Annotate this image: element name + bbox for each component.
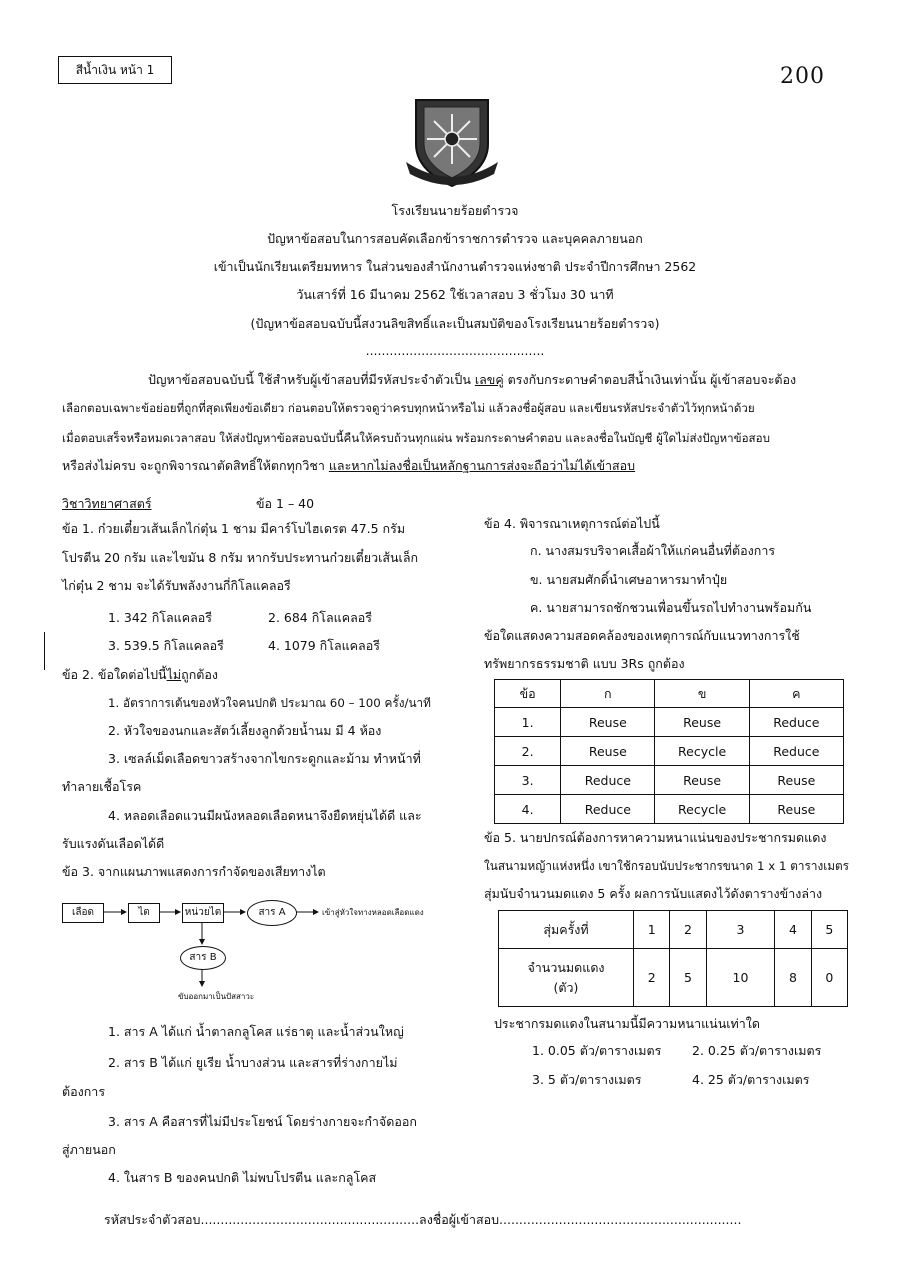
school-name: โรงเรียนนายร้อยตำรวจ: [391, 203, 519, 218]
table-cell: 0: [811, 949, 847, 1007]
table-cell: 4: [775, 911, 811, 949]
diagram-blood: เลือด: [62, 903, 104, 923]
table-cell: Reuse: [749, 766, 843, 795]
instructions-line-2: เลือกตอบเฉพาะข้อย่อยที่ถูกที่สุดเพียงข้อเดียว ก่อนตอบให้ตรวจดูว่าครบทุกหน้าหรือไม่ แล้วลงชื่อผู้สอบ และเขียนรหัสประจำตัวไว้ทุกหน้าด้วย: [62, 401, 755, 415]
q1-choice-3: 3. 539.5 กิโลแคลอรี: [108, 638, 224, 653]
exam-date: วันเสาร์ที่ 16 มีนาคม 2562 ใช้เวลาสอบ 3 ชั่วโมง 30 นาที: [296, 287, 614, 302]
q5-choice-3: 3. 5 ตัว/ตารางเมตร: [532, 1072, 642, 1087]
table-cell: 2: [634, 949, 670, 1007]
q4-answer-table: [494, 679, 844, 824]
signature-field[interactable]: .............................................................: [499, 1212, 742, 1227]
q4-event-a: ก. นางสมรบริจาคเสื้อผ้าให้แก่คนอื่นที่ต้องการ: [530, 543, 776, 558]
table-row: [495, 708, 844, 737]
table-cell: Recycle: [655, 737, 749, 766]
q2-choice-4-cont: รับแรงดันเลือดได้ดี: [62, 836, 165, 851]
subject-range: ข้อ 1 – 40: [256, 496, 315, 511]
q3-choice-3: 3. สาร A คือสารที่ไม่มีประโยชน์ โดยร่างกายจะกำจัดออก: [108, 1114, 417, 1129]
table-cell: Reduce: [561, 766, 655, 795]
table-cell: Reuse: [655, 766, 749, 795]
table-header-cell: ก: [561, 680, 655, 708]
table-row: [499, 949, 848, 1007]
q4-event-c: ค. นายสามารถชักชวนเพื่อนขึ้นรถไปทำงานพร้อมกัน: [530, 600, 812, 615]
table-cell: 5: [811, 911, 847, 949]
header-divider: .............................................: [365, 343, 545, 358]
table-cell: Reuse: [655, 708, 749, 737]
table-cell: Reduce: [749, 737, 843, 766]
diagram-substance-a: สาร A: [247, 900, 297, 926]
table-cell: Reuse: [749, 795, 843, 824]
instructions-line-1: ปัญหาข้อสอบฉบับนี้ ใช้สำหรับผู้เข้าสอบที่มีรหัสประจำตัวเป็น เลขคู่ ตรงกับกระดาษคำตอบสีน้ำเงินเท่านั้น ผู้เข้าสอบจะต้อง: [148, 372, 797, 387]
q3-choice-2: 2. สาร B ได้แก่ ยูเรีย น้ำบางส่วน และสารที่ร่างกายไม่: [108, 1055, 398, 1070]
q1-text: ไก่ตุ๋น 2 ชาม จะได้รับพลังงานกี่กิโลแคลอรี: [62, 578, 291, 593]
table-cell: 8: [775, 949, 811, 1007]
q2-choice-3-cont: ทำลายเชื้อโรค: [62, 779, 142, 794]
table-header-row: [495, 680, 844, 708]
q3-choice-1: 1. สาร A ได้แก่ น้ำตาลกลูโคส แร่ธาตุ และน้ำส่วนใหญ่: [108, 1024, 404, 1039]
q5-text: สุ่มนับจำนวนมดแดง 5 ครั้ง ผลการนับแสดงไว้ดังตารางข้างล่าง: [484, 886, 823, 901]
table-cell: Reduce: [561, 795, 655, 824]
diagram-arrows: [0, 0, 460, 1010]
table-header-cell: สุ่มครั้งที่: [499, 911, 634, 949]
table-cell: 4.: [495, 795, 561, 824]
diagram-a-output: เข้าสู่หัวใจทางหลอดเลือดแดง: [322, 908, 424, 917]
table-cell: Reuse: [561, 737, 655, 766]
table-cell: 1: [634, 911, 670, 949]
page-number: 200: [780, 64, 825, 89]
table-cell: 5: [670, 949, 706, 1007]
table-row: [495, 737, 844, 766]
table-cell: 3: [706, 911, 775, 949]
q5-text: ในสนามหญ้าแห่งหนึ่ง เขาใช้กรอบนับประชากรขนาด 1 x 1 ตารางเมตร: [484, 859, 850, 873]
table-cell: Recycle: [655, 795, 749, 824]
q4-question-cont: ทรัพยากรธรรมชาติ แบบ 3Rs ถูกต้อง: [484, 656, 685, 671]
q3-text: ข้อ 3. จากแผนภาพแสดงการกำจัดของเสียทางไต: [62, 864, 326, 879]
copyright-note: (ปัญหาข้อสอบฉบับนี้สงวนลิขสิทธิ์และเป็นสมบัติของโรงเรียนนายร้อยตำรวจ): [250, 316, 660, 331]
q2-choice-2: 2. หัวใจของนกและสัตว์เลี้ยงลูกด้วยน้ำนม มี 4 ห้อง: [108, 723, 382, 738]
table-header-cell: ข: [655, 680, 749, 708]
table-header-cell: ข้อ: [495, 680, 561, 708]
q4-text: ข้อ 4. พิจารณาเหตุการณ์ต่อไปนี้: [484, 516, 660, 531]
table-cell: 3.: [495, 766, 561, 795]
q3-choice-3-cont: สู่ภายนอก: [62, 1142, 116, 1157]
q3-choice-2-cont: ต้องการ: [62, 1084, 106, 1099]
q1-choice-1: 1. 342 กิโลแคลอรี: [108, 610, 212, 625]
q5-text: ข้อ 5. นายปกรณ์ต้องการหาความหนาแน่นของประชากรมดแดง: [484, 830, 827, 845]
q2-choice-1: 1. อัตราการเต้นของหัวใจคนปกติ ประมาณ 60 – 100 ครั้ง/นาที: [108, 696, 431, 710]
table-cell: 1.: [495, 708, 561, 737]
q2-choice-4: 4. หลอดเลือดแวนมีผนังหลอดเลือดหนาจึงยืดหยุ่นได้ดี และ: [108, 808, 422, 823]
diagram-kidney: ไต: [128, 903, 160, 923]
table-header-cell: จำนวนมดแดง (ตัว): [499, 949, 634, 1007]
exam-title: ปัญหาข้อสอบในการสอบคัดเลือกข้าราชการตำรวจ และบุคคลภายนอก: [267, 231, 643, 246]
signature-label: ลงชื่อผู้เข้าสอบ: [419, 1212, 500, 1227]
q2-choice-3: 3. เซลล์เม็ดเลือดขาวสร้างจากไขกระดูกและม้าม ทำหน้าที่: [108, 751, 421, 766]
color-page-tag: สีน้ำเงิน หน้า 1: [58, 56, 172, 84]
exam-id-field[interactable]: .......................................................: [200, 1212, 420, 1227]
q1-choice-4: 4. 1079 กิโลแคลอรี: [268, 638, 380, 653]
diagram-substance-b: สาร B: [180, 946, 226, 970]
q5-choice-2: 2. 0.25 ตัว/ตารางเมตร: [692, 1043, 822, 1058]
q4-event-b: ข. นายสมศักดิ์นำเศษอาหารมาทำปุ๋ย: [530, 572, 728, 587]
table-row: [499, 911, 848, 949]
table-cell: 2.: [495, 737, 561, 766]
q5-question: ประชากรมดแดงในสนามนี้มีความหนาแน่นเท่าใด: [494, 1016, 760, 1031]
diagram-b-output: ขับออกมาเป็นปัสสาวะ: [178, 992, 255, 1001]
footer-line: [104, 1212, 741, 1228]
diagram-nephron: หน่วยไต: [182, 903, 224, 923]
table-cell: Reduce: [749, 708, 843, 737]
q5-choice-1: 1. 0.05 ตัว/ตารางเมตร: [532, 1043, 662, 1058]
q5-choice-4: 4. 25 ตัว/ตารางเมตร: [692, 1072, 810, 1087]
table-header-cell: ค: [749, 680, 843, 708]
subject-name: วิชาวิทยาศาสตร์: [62, 496, 152, 511]
q1-text: ข้อ 1. ก๋วยเตี๋ยวเส้นเล็กไก่ตุ๋น 1 ชาม มีคาร์โบไฮเดรต 47.5 กรัม: [62, 521, 406, 536]
table-cell: 2: [670, 911, 706, 949]
q1-text: โปรตีน 20 กรัม และไขมัน 8 กรัม หากรับประทานก๋วยเตี๋ยวเส้นเล็ก: [62, 550, 419, 565]
table-row: [495, 795, 844, 824]
q1-choice-2: 2. 684 กิโลแคลอรี: [268, 610, 372, 625]
q3-choice-4: 4. ในสาร B ของคนปกติ ไม่พบโปรตีน และกลูโคส: [108, 1170, 377, 1185]
table-cell: 10: [706, 949, 775, 1007]
instructions-line-4: หรือส่งไม่ครบ จะถูกพิจารณาตัดสิทธิ์ให้ตกทุกวิชา และหากไม่ลงชื่อเป็นหลักฐานการส่งจะถือว่าไม่ได้เข้าสอบ: [62, 458, 636, 473]
table-row: [495, 766, 844, 795]
instructions-line-3: เมื่อตอบเสร็จหรือหมดเวลาสอบ ให้ส่งปัญหาข้อสอบฉบับนี้คืนให้ครบถ้วนทุกแผ่น พร้อมกระดาษคำตอบ และลงชื่อในบัญชี ผู้ใดไม่ส่งปัญหาข้อสอบ: [62, 431, 770, 445]
q5-count-table: [498, 910, 848, 1007]
q2-text: ข้อ 2. ข้อใดต่อไปนี้ไม่ถูกต้อง: [62, 667, 218, 682]
table-cell: Reuse: [561, 708, 655, 737]
exam-id-label: รหัสประจำตัวสอบ: [104, 1212, 201, 1227]
exam-subtitle: เข้าเป็นนักเรียนเตรียมทหาร ในส่วนของสำนักงานตำรวจแห่งชาติ ประจำปีการศึกษา 2562: [213, 259, 697, 274]
q4-question: ข้อใดแสดงความสอดคล้องของเหตุการณ์กับแนวทางการใช้: [484, 628, 800, 643]
